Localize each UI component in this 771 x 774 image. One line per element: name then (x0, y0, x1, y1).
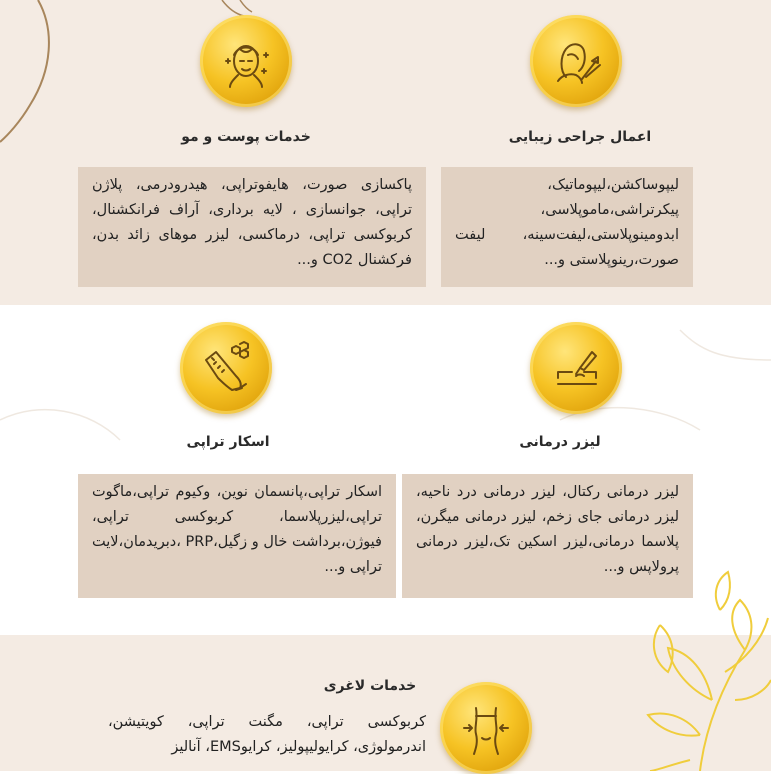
scar-therapy-title: اسکار تراپی (186, 434, 270, 450)
laser-therapy-card (402, 474, 693, 598)
face-sparkles-icon (216, 31, 276, 91)
scar-therapy-description: اسکار تراپی،پانسمان نوین، وکیوم تراپی،ماگوت تراپی،لیزرپلاسما، کربوکسی تراپی، فیوژن،برداشت خال و زگیل،PRP ،دبریدمان،لایت تراپی و... (92, 484, 382, 575)
woman-profile-scalpel-icon (546, 31, 606, 91)
skin-hair-description: پاکسازی صورت، هایفوتراپی، هیدرودرمی، پلاژن تراپی، جوانسازی ، لایه برداری، آراف فرانکشنال، کربوکسی تراپی، درماکسی، لیزر موهای زائد بدن، فرکشنال CO2 و... (92, 177, 412, 268)
laser-pen-skin-icon (546, 338, 606, 398)
cosmetic-surgery-description: لیپوساکشن،لیپوماتیک، پیکرتراشی،ماموپلاسی، ابدومینوپلاستی،لیفت‌سینه، لیفت صورت،رینوپلاستی و... (455, 177, 679, 268)
skin-hair-coin (200, 15, 292, 107)
slimming-coin (440, 682, 532, 774)
arm-scar-honeycomb-icon (196, 338, 256, 398)
laser-therapy-coin (530, 322, 622, 414)
waist-slimming-icon (456, 698, 516, 758)
cosmetic-surgery-coin (530, 15, 622, 107)
laser-therapy-description: لیزر درمانی رکتال، لیزر درمانی درد ناحیه، لیزر درمانی جای زخم، لیزر درمانی میگرن، پلاسما درمانی،لیزر اسکین تک،لیزر درمانی پرولاپس و... (416, 484, 679, 575)
slimming-text (108, 710, 426, 760)
skin-hair-title: خدمات پوست و مو (181, 129, 311, 145)
scar-therapy-coin (180, 322, 272, 414)
cosmetic-surgery-card (441, 167, 693, 287)
skin-hair-card (78, 167, 426, 287)
slimming-title: خدمات لاغری (323, 678, 417, 694)
laser-therapy-title: لیزر درمانی (519, 434, 601, 450)
cosmetic-surgery-title: اعمال جراحی زیبایی (508, 129, 652, 145)
scar-therapy-card (78, 474, 396, 598)
slimming-description: کربوکسی تراپی، مگنت تراپی، کویتیشن، اندرمولوژی، کرایولیپولیز، کرایوEMS، آنالیز (108, 714, 426, 755)
